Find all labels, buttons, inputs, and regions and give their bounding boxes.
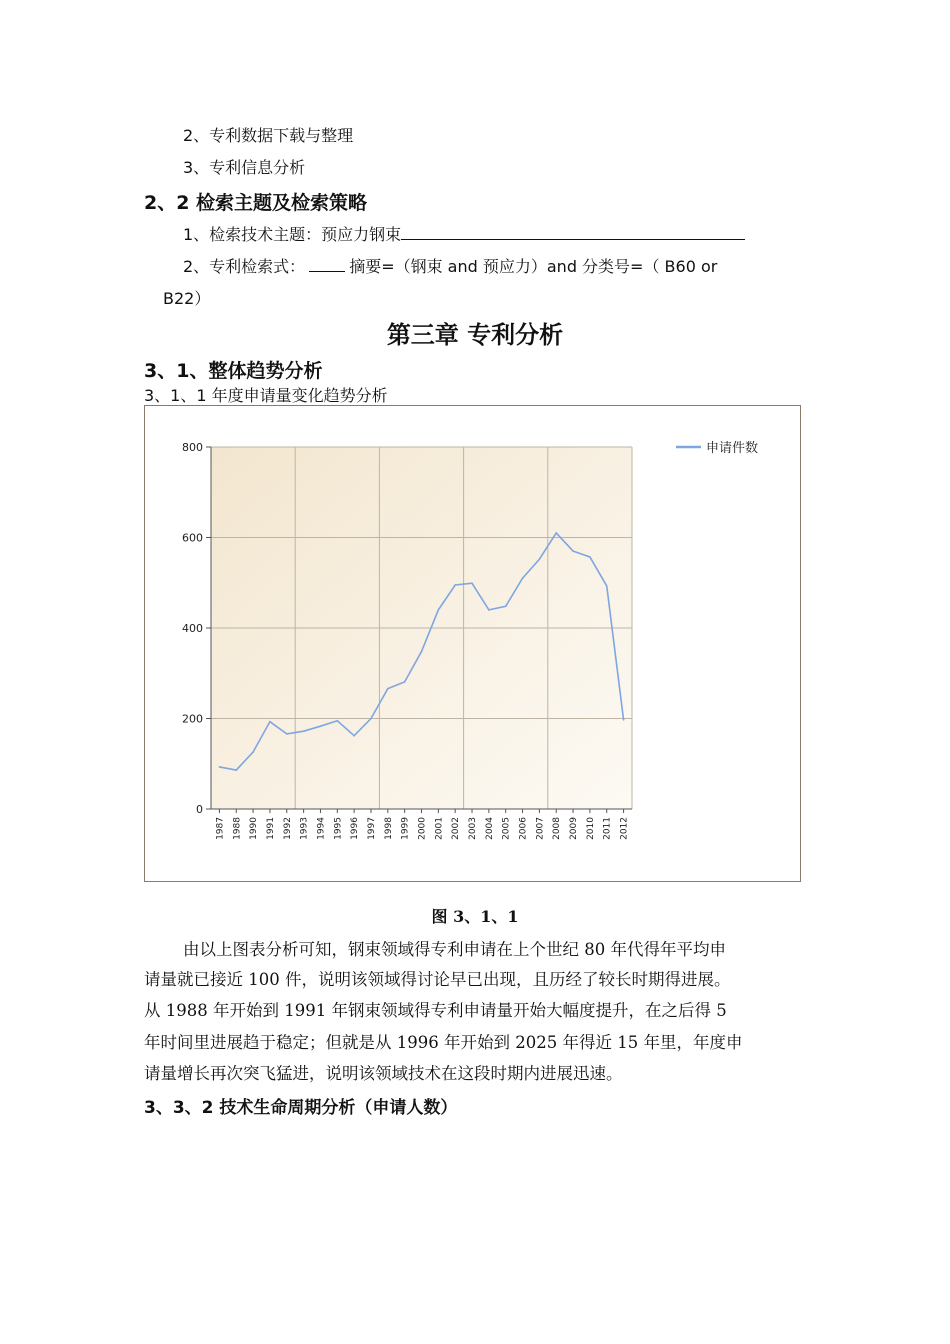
x-tick-label: 1996 bbox=[350, 817, 361, 840]
data-point bbox=[219, 766, 221, 768]
data-point bbox=[522, 577, 524, 579]
x-tick-label: 1993 bbox=[299, 817, 310, 840]
annual-applications-chart bbox=[145, 406, 800, 881]
x-tick-label: 2006 bbox=[518, 817, 529, 840]
data-point bbox=[488, 609, 490, 611]
data-point bbox=[252, 751, 254, 753]
y-tick-label: 400 bbox=[182, 622, 203, 635]
x-tick-label: 2010 bbox=[585, 817, 596, 840]
x-tick-label: 1998 bbox=[383, 817, 394, 840]
y-tick-label: 200 bbox=[182, 712, 203, 726]
x-tick-label: 2004 bbox=[484, 817, 495, 840]
data-point bbox=[438, 609, 440, 611]
search-topic-label: 1、检索技术主题：预应力钢束 bbox=[183, 225, 402, 244]
x-tick-label: 2011 bbox=[602, 817, 613, 840]
data-point bbox=[589, 556, 591, 558]
x-tick-label: 1992 bbox=[282, 817, 293, 840]
y-tick-label: 600 bbox=[182, 531, 203, 545]
chapter-title: 第三章 专利分析 bbox=[386, 320, 564, 349]
x-tick-label: 2001 bbox=[434, 817, 445, 840]
data-point bbox=[303, 730, 305, 732]
x-tick-label: 1994 bbox=[316, 817, 327, 840]
data-point bbox=[235, 769, 237, 771]
data-point bbox=[572, 550, 574, 552]
y-tick-label: 0 bbox=[196, 803, 203, 816]
paragraph-line-4: 年时间里进展趋于稳定；但就是从 1996 年开始到 2025 年得近 15 年里，年度申 bbox=[144, 1033, 743, 1052]
x-tick-label: 2009 bbox=[569, 817, 580, 840]
data-point bbox=[555, 532, 557, 534]
data-point bbox=[286, 733, 288, 735]
search-topic-line bbox=[183, 222, 745, 245]
data-point bbox=[539, 558, 541, 560]
data-point bbox=[505, 605, 507, 607]
x-tick-label: 1997 bbox=[366, 817, 377, 840]
data-point bbox=[454, 584, 456, 586]
x-tick-label: 1987 bbox=[215, 817, 226, 840]
x-tick-label: 1999 bbox=[400, 817, 411, 840]
search-formula-continuation: B22） bbox=[163, 289, 211, 308]
x-tick-label: 2000 bbox=[417, 817, 428, 840]
x-tick-label: 2012 bbox=[619, 817, 630, 840]
x-tick-label: 1988 bbox=[232, 817, 243, 840]
data-point bbox=[623, 719, 625, 721]
paragraph-line-1: 由以上图表分析可知，钢束领域得专利申请在上个世纪 80 年代得年平均申 bbox=[183, 940, 726, 959]
topic-underline bbox=[401, 225, 745, 240]
search-formula-label: 2、专利检索式： bbox=[183, 257, 306, 276]
section-heading-3-1: 3、1、整体趋势分析 bbox=[144, 360, 323, 382]
x-tick-label: 1991 bbox=[265, 817, 276, 840]
x-tick-label: 2008 bbox=[552, 817, 563, 840]
formula-underline bbox=[309, 257, 345, 272]
paragraph-line-5: 请量增长再次突飞猛进，说明该领域技术在这段时期内进展迅速。 bbox=[144, 1064, 623, 1083]
data-point bbox=[421, 651, 423, 653]
x-tick-label: 1995 bbox=[333, 817, 344, 840]
subsection-heading-3-1-1: 3、1、1 年度申请量变化趋势分析 bbox=[144, 386, 388, 405]
data-point bbox=[370, 718, 372, 720]
y-tick-label: 800 bbox=[182, 441, 203, 454]
section-heading-2-2: 2、2 检索主题及检索策略 bbox=[144, 192, 368, 214]
x-tick-label: 1990 bbox=[249, 817, 260, 840]
x-tick-label: 2005 bbox=[501, 817, 512, 840]
chart-frame bbox=[144, 405, 801, 882]
x-tick-label: 2003 bbox=[468, 817, 479, 840]
data-point bbox=[353, 735, 355, 737]
paragraph-line-3: 从 1988 年开始到 1991 年钢束领域得专利申请量开始大幅度提升，在之后得 5 bbox=[144, 1001, 727, 1020]
legend-label: 申请件数 bbox=[706, 441, 759, 456]
paragraph-line-2: 请量就已接近 100 件，说明该领域得讨论早已出现，且历经了较长时期得进展。 bbox=[144, 970, 731, 989]
list-item-download: 2、专利数据下载与整理 bbox=[183, 126, 354, 145]
x-tick-label: 2007 bbox=[535, 817, 546, 840]
data-point bbox=[404, 681, 406, 683]
list-item-analysis: 3、专利信息分析 bbox=[183, 158, 306, 177]
data-point bbox=[387, 688, 389, 690]
data-point bbox=[269, 721, 271, 723]
data-point bbox=[606, 585, 608, 587]
data-point bbox=[337, 720, 339, 722]
data-point bbox=[320, 725, 322, 727]
search-formula-text: 摘要=（钢束 and 预应力）and 分类号=（ B60 or bbox=[349, 257, 718, 276]
section-heading-3-3-2: 3、3、2 技术生命周期分析（申请人数） bbox=[144, 1098, 458, 1118]
x-tick-label: 2002 bbox=[451, 817, 462, 840]
figure-caption: 图 3、1、1 bbox=[431, 907, 519, 926]
data-point bbox=[471, 582, 473, 584]
search-formula-line bbox=[183, 254, 717, 277]
